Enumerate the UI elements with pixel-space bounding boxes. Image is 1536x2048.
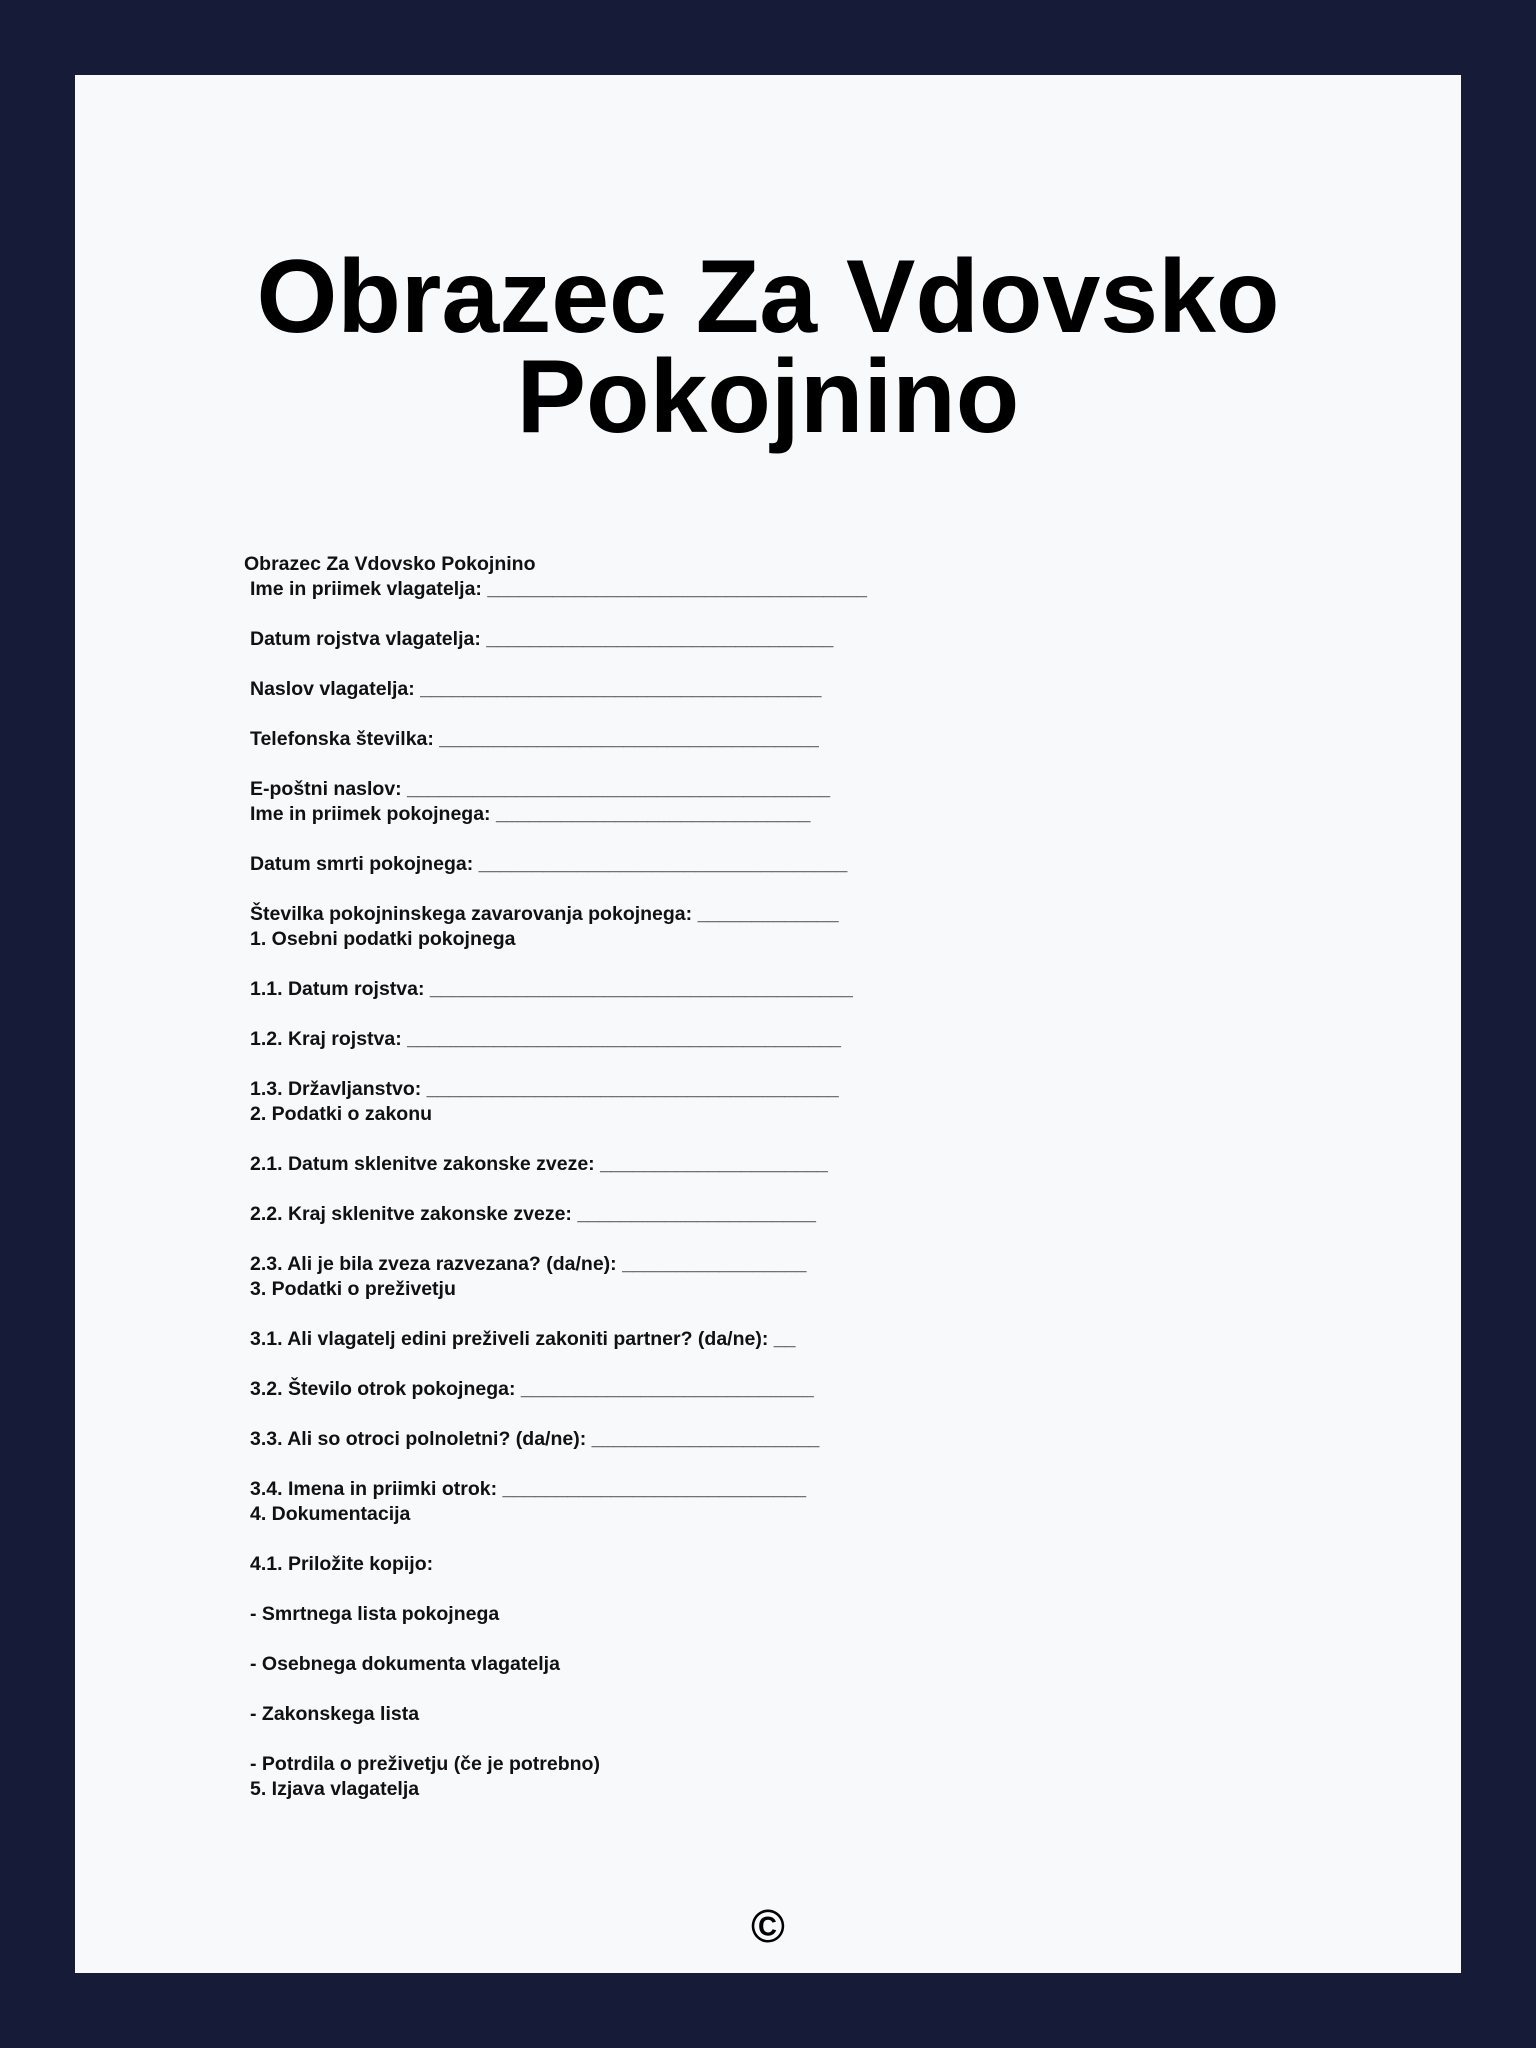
form-line: E-poštni naslov: _______________________________________ — [250, 778, 831, 800]
form-line: 5. Izjava vlagatelja — [250, 1778, 420, 1800]
form-line: 4.1. Priložite kopijo: — [250, 1553, 434, 1575]
form-line: 1.1. Datum rojstva: _______________________________________ — [250, 978, 853, 1000]
form-line: Datum smrti pokojnega: __________________________________ — [250, 853, 848, 875]
form-line: 4. Dokumentacija — [250, 1503, 411, 1525]
document-page — [75, 75, 1461, 1973]
form-line: 3. Podatki o preživetju — [250, 1278, 456, 1300]
form-line: 3.1. Ali vlagatelj edini preživeli zakoniti partner? (da/ne): __ — [250, 1328, 796, 1350]
form-body — [244, 552, 1150, 1802]
form-line: 3.4. Imena in priimki otrok: ____________________________ — [250, 1478, 807, 1500]
form-line: 3.3. Ali so otroci polnoletni? (da/ne): _____________________ — [250, 1428, 820, 1450]
form-line: 2. Podatki o zakonu — [250, 1103, 433, 1125]
copyright-symbol: © — [751, 1900, 785, 1952]
form-line: - Smrtnega lista pokojnega — [250, 1603, 500, 1625]
form-line: - Zakonskega lista — [250, 1703, 420, 1725]
page-title-line-2: Pokojnino — [516, 339, 1020, 455]
page-title — [75, 239, 1461, 455]
page-title-line-1: Obrazec Za Vdovsko — [256, 239, 1280, 355]
form-line: Telefonska številka: ___________________________________ — [250, 728, 819, 750]
form-line: 3.2. Število otrok pokojnega: ___________________________ — [250, 1378, 814, 1400]
form-line: 1.2. Kraj rojstva: ________________________________________ — [250, 1028, 841, 1050]
form-line: - Osebnega dokumenta vlagatelja — [250, 1653, 560, 1675]
form-line: 2.1. Datum sklenitve zakonske zveze: _____________________ — [250, 1153, 828, 1175]
form-line: Številka pokojninskega zavarovanja pokojnega: _____________ — [250, 903, 839, 925]
form-line: 2.3. Ali je bila zveza razvezana? (da/ne): _________________ — [250, 1253, 807, 1275]
form-line: Ime in priimek pokojnega: _____________________________ — [250, 803, 811, 825]
form-line: Datum rojstva vlagatelja: ________________________________ — [250, 628, 834, 650]
form-line: 1. Osebni podatki pokojnega — [250, 928, 516, 950]
form-line: Naslov vlagatelja: _____________________________________ — [250, 678, 822, 700]
form-line: Ime in priimek vlagatelja: ___________________________________ — [250, 578, 867, 600]
form-line: - Potrdila o preživetju (če je potrebno) — [250, 1753, 600, 1775]
form-line: 2.2. Kraj sklenitve zakonske zveze: ______________________ — [250, 1203, 816, 1225]
form-line: 1.3. Državljanstvo: ______________________________________ — [250, 1078, 839, 1100]
form-heading: Obrazec Za Vdovsko Pokojnino — [244, 553, 536, 575]
